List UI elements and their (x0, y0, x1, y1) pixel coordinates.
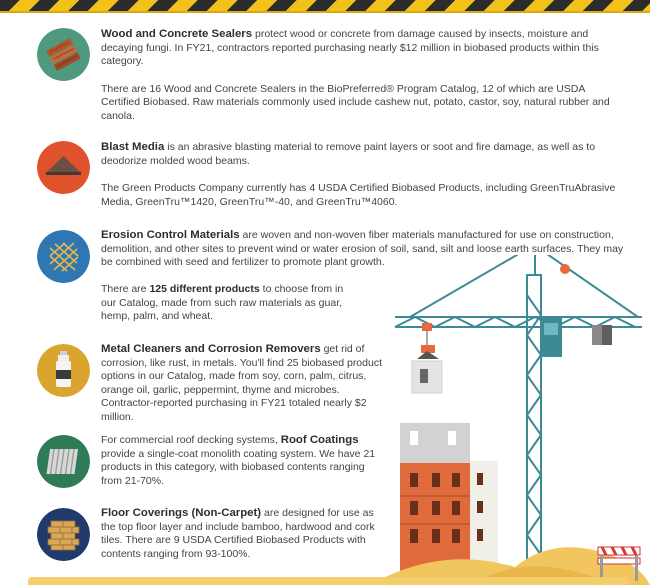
item-title: Metal Cleaners and Corrosion Removers (101, 343, 321, 355)
item-text: is an abrasive blasting material to remove paint layers or soot and fire damage, as well as to deodorize molded wood beams. (101, 141, 596, 167)
item-blast-media (101, 141, 621, 209)
item-text: For commercial roof decking systems, (101, 434, 278, 446)
item-floor-coverings (101, 507, 391, 561)
item-text: are woven and non-woven fiber materials manufactured for use on construction, demolition, and other sites to prevent wind or water erosion of soil, sand, silt and loose earth surfaces. They may be combined with seed and fertilizer to promote plant growth. (101, 229, 624, 269)
item-text-2: The Green Products Company currently has 4 USDA Certified Biobased Products, including GreenTruAbrasive Media, GreenTru™1420, GreenTru™-40, and GreenTru™4060. (101, 182, 616, 208)
wood-planks-icon (37, 28, 90, 81)
item-title: Roof Coatings (280, 434, 359, 446)
mesh-icon (37, 230, 90, 283)
pile-icon (37, 141, 90, 194)
item-text-2: There are 16 Wood and Concrete Sealers in the BioPreferred® Program Catalog, 12 of which are USDA Certified Biobased. Raw materials commonly used include cashew nut, potato, castor, soy, natural rubber and canola. (101, 82, 610, 122)
item-text: are designed for use as the top floor layer and include bamboo, hardwood and cork tiles. There are 9 USDA Certified Biobased Products with contents ranging from 93-100%. (101, 507, 375, 560)
item-title: Erosion Control Materials (101, 229, 240, 241)
item-title: Floor Coverings (Non-Carpet) (101, 507, 262, 519)
item-text: There are (101, 283, 147, 295)
item-roof-coatings (101, 434, 376, 488)
item-metal-cleaners (101, 343, 383, 425)
hazard-stripe-edge (0, 11, 650, 13)
ground-strip (28, 577, 628, 585)
building (400, 423, 498, 573)
hazard-stripe-top (0, 0, 650, 11)
roof-panel-icon (37, 435, 90, 488)
item-text: to choose from in our Catalog, made from such raw materials as guar, hemp, palm, and wheat. (101, 283, 344, 323)
item-title: Wood and Concrete Sealers (101, 28, 253, 40)
construction-illustration (380, 255, 650, 585)
item-text: provide a single-coat monolith coating system. We have 21 products in this category, with biobased contents ranging from 21-70%. (101, 447, 376, 487)
item-erosion-control-2 (101, 283, 359, 324)
spray-can-icon (37, 344, 90, 397)
item-highlight: 125 different products (149, 283, 260, 295)
crane-top-light (560, 264, 570, 274)
item-wood-sealers (101, 28, 621, 124)
item-text: get rid of corrosion, like rust, in metals. You'll find 25 biobased product options in our Catalog, made from soy, corn, palm, citrus, orange oil, garlic, peppermint, thyme and microbes. Contractor-reported purchasing in FY21 totaled nearly $2 million. (101, 343, 382, 423)
floor-tiles-icon (37, 508, 90, 561)
item-text: protect wood or concrete from damage caused by insects, moisture and decaying fungi. In FY21, contractors reported purchasing nearly $12 million in biobased products within this category. (101, 28, 599, 68)
item-title: Blast Media (101, 141, 165, 153)
